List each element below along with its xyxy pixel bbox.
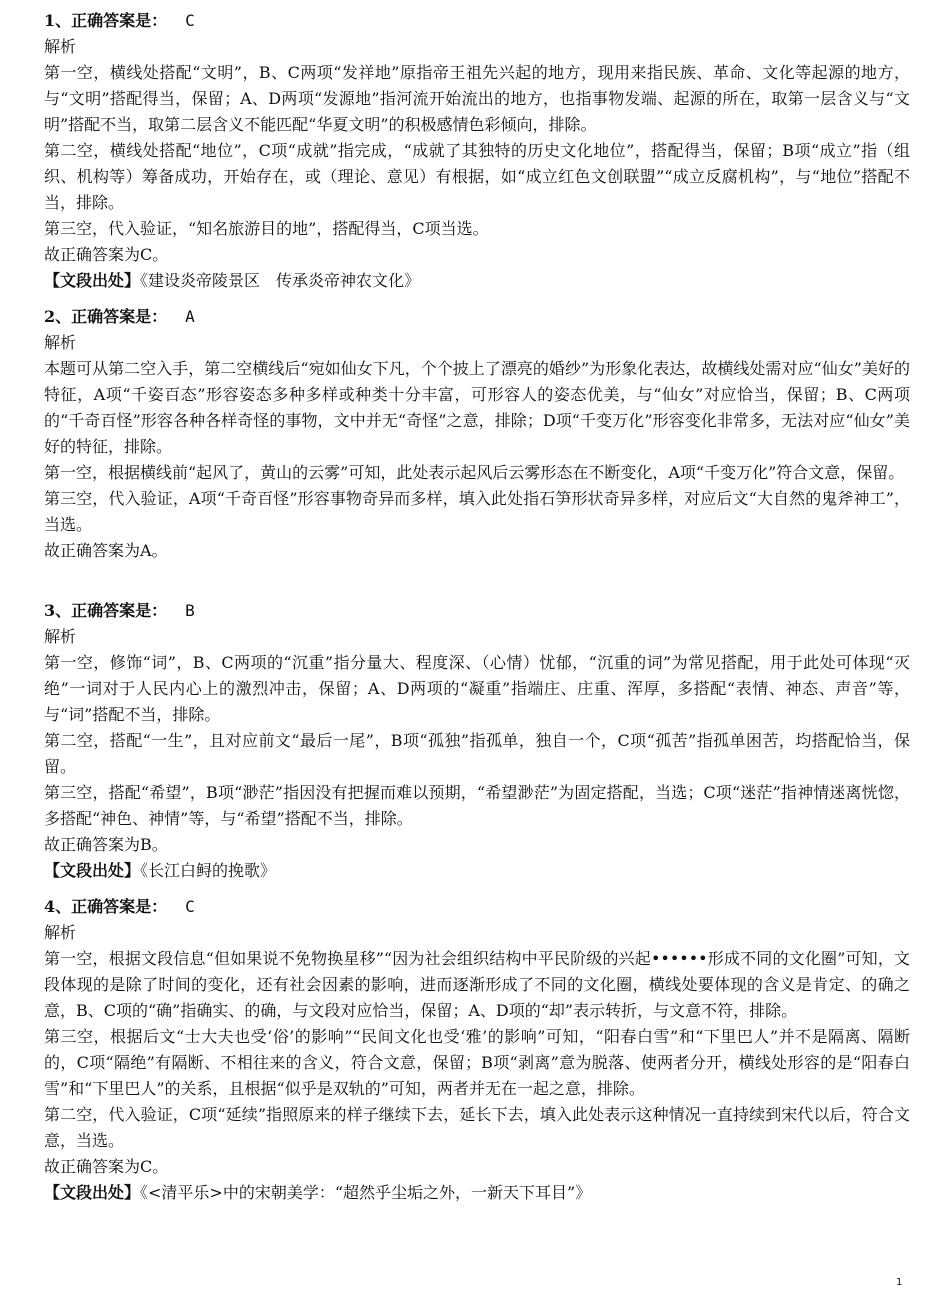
page-mark: 1 <box>896 1277 903 1288</box>
question-4-source-tag: 【文段出处】 <box>44 1183 141 1202</box>
question-4-answer: C <box>185 897 195 916</box>
question-3-source-text: 《长江白鲟的挽歌》 <box>140 861 277 880</box>
question-1-source-text: 《建设炎帝陵景区 传承炎帝神农文化》 <box>140 271 421 290</box>
question-3-answer: B <box>185 601 195 620</box>
question-2-answer: A <box>185 307 195 326</box>
question-3-paragraph-1: 第一空，修饰“词”，B、C两项的“沉重”指分量大、程度深、（心情）忧郁，“沉重的词”为常见搭配，用于此处可体现“灭绝”一词对于人民内心上的激烈冲击，保留；A、D两项的“凝重”指端庄、庄重、浑厚，多搭配“表情、神态、声音”等，与“词”搭配不当，排除。 <box>44 653 910 724</box>
question-2-paragraph-3: 第三空，代入验证，A项“千奇百怪”形容事物奇异而多样，填入此处指石笋形状奇异多样，对应后文“大自然的鬼斧神工”，当选。 <box>44 489 910 534</box>
question-4-block <box>44 894 910 1206</box>
question-1-number: 1、正确答案是： <box>44 11 168 30</box>
question-4-header <box>44 894 910 920</box>
question-3-paragraph-3: 第三空，搭配“希望”，B项“渺茫”指因没有把握而难以预期，“希望渺茫”为固定搭配，当选；C项“迷茫”指神情迷离恍惚，多搭配“神色、神情”等，与“希望”搭配不当，排除。 <box>44 783 910 828</box>
question-1-answer: C <box>185 11 195 30</box>
question-1-paragraph-3: 第三空，代入验证，“知名旅游目的地”，搭配得当，C项当选。 <box>44 219 489 238</box>
question-1-header <box>44 8 910 34</box>
question-3-analysis-label: 解析 <box>44 627 77 646</box>
question-2-paragraph-2: 第一空，根据横线前“起风了，黄山的云雾”可知，此处表示起风后云雾形态在不断变化，A项“千变万化”符合文意，保留。 <box>44 463 905 482</box>
question-4-paragraph-1: 第一空，根据文段信息“但如果说不免物换星移”“因为社会组织结构中平民阶级的兴起••••••形成不同的文化圈”可知，文段体现的是除了时间的变化，还有社会因素的影响，进而逐渐形成了不同的文化圈，横线处要体现的含义是肯定、的确之意，B、C项的“确”指确实、的确，与文段对应恰当，保留；A、D项的“却”表示转折，与文意不符，排除。 <box>44 949 910 1020</box>
question-4-analysis-label: 解析 <box>44 923 77 942</box>
question-3-number: 3、正确答案是： <box>44 601 168 620</box>
question-1-block <box>44 8 910 294</box>
question-1-source <box>44 268 910 294</box>
question-1-paragraph-1: 第一空，横线处搭配“文明”，B、C两项“发祥地”原指帝王祖先兴起的地方，现用来指民族、革命、文化等起源的地方，与“文明”搭配得当，保留；A、D两项“发源地”指河流开始流出的地方，也指事物发端、起源的所在，取第一层含义与“文明”搭配不当，取第二层含义不能匹配“华夏文明”的积极感情色彩倾向，排除。 <box>44 63 910 134</box>
question-1-analysis-label: 解析 <box>44 37 77 56</box>
question-4-source-text: 《<清平乐>中的宋朝美学：“超然乎尘垢之外，一新天下耳目”》 <box>140 1183 592 1202</box>
question-1-paragraph-4: 故正确答案为C。 <box>44 245 169 264</box>
question-1-paragraph-2: 第二空，横线处搭配“地位”，C项“成就”指完成，“成就了其独特的历史文化地位”，搭配得当，保留；B项“成立”指（组织、机构等）筹备成功，开始存在，或（理论、意见）有根据，如“成立红色文创联盟”“成立反腐机构”，与“地位”搭配不当，排除。 <box>44 141 910 212</box>
question-2-block <box>44 304 910 564</box>
question-4-paragraph-4: 故正确答案为C。 <box>44 1157 169 1176</box>
question-2-paragraph-4: 故正确答案为A。 <box>44 541 168 560</box>
question-3-paragraph-4: 故正确答案为B。 <box>44 835 168 854</box>
question-1-source-tag: 【文段出处】 <box>44 271 141 290</box>
question-4-number: 4、正确答案是： <box>44 897 168 916</box>
question-4-paragraph-2: 第三空，根据后文“士大夫也受‘俗’的影响”“民间文化也受‘雅’的影响”可知，“阳春白雪”和“下里巴人”并不是隔离、隔断的，C项“隔绝”有隔断、不相往来的含义，符合文意，保留；B项“剥离”意为脱落、使两者分开，横线处形容的是“阳春白雪”和“下里巴人”的关系，且根据“似乎是双轨的”可知，两者并无在一起之意，排除。 <box>44 1027 910 1098</box>
question-2-number: 2、正确答案是： <box>44 307 168 326</box>
question-3-source-tag: 【文段出处】 <box>44 861 141 880</box>
question-3-block <box>44 598 910 884</box>
question-2-paragraph-1: 本题可从第二空入手，第二空横线后“宛如仙女下凡，个个披上了漂亮的婚纱”为形象化表达，故横线处需对应“仙女”美好的特征，A项“千姿百态”形容姿态多种多样或种类十分丰富，可形容人的姿态优美，与“仙女”对应恰当，保留；B、C两项的“千奇百怪”形容各种各样奇怪的事物，文中并无“奇怪”之意，排除；D项“千变万化”形容变化非常多，无法对应“仙女”美好的特征，排除。 <box>44 359 910 456</box>
question-3-source <box>44 858 910 884</box>
question-3-paragraph-2: 第二空，搭配“一生”，且对应前文“最后一尾”，B项“孤独”指孤单，独自一个，C项“孤苦”指孤单困苦，均搭配恰当，保留。 <box>44 731 910 776</box>
question-4-paragraph-3: 第二空，代入验证，C项“延续”指照原来的样子继续下去，延长下去，填入此处表示这种情况一直持续到宋代以后，符合文意，当选。 <box>44 1105 910 1150</box>
question-4-source <box>44 1180 910 1206</box>
question-2-analysis-label: 解析 <box>44 333 77 352</box>
question-3-header <box>44 598 910 624</box>
question-2-header <box>44 304 910 330</box>
